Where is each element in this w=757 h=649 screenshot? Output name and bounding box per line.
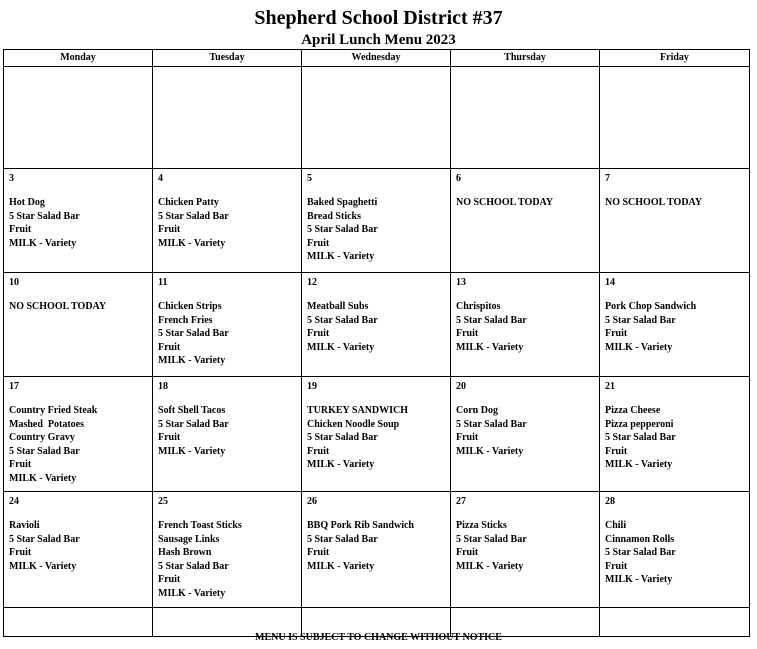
day-cell — [153, 67, 302, 169]
menu-item: Fruit — [605, 560, 628, 572]
day-cell — [153, 492, 302, 608]
day-cell — [4, 169, 153, 273]
day-cell — [302, 169, 451, 273]
menu-item-list — [158, 196, 296, 250]
day-cell — [600, 273, 750, 377]
menu-item: 5 Star Salad Bar — [9, 445, 80, 457]
weekday-header: Tuesday — [153, 50, 302, 67]
day-cell — [302, 492, 451, 608]
menu-item: Mashed Potatoes — [9, 418, 84, 430]
menu-item: Pizza Sticks — [456, 520, 507, 531]
menu-item: Chili — [605, 520, 627, 531]
menu-item: Chrispitos — [456, 301, 501, 312]
menu-item: Fruit — [307, 328, 330, 340]
menu-item-list — [9, 196, 147, 250]
menu-item: BBQ Pork Rib Sandwich — [307, 520, 414, 531]
day-number: 20 — [456, 381, 466, 392]
menu-item: Cinnamon Rolls — [605, 533, 675, 545]
menu-item: Fruit — [307, 445, 330, 457]
menu-item: NO SCHOOL TODAY — [605, 197, 703, 208]
menu-item-list — [456, 300, 594, 354]
menu-item: 5 Star Salad Bar — [158, 418, 229, 430]
menu-item-list — [605, 196, 744, 210]
menu-item: MILK - Variety — [158, 587, 226, 599]
day-cell — [451, 169, 600, 273]
week-row — [4, 492, 750, 608]
menu-item: Country Fried Steak — [9, 405, 98, 416]
menu-item: Fruit — [9, 224, 32, 236]
day-number: 21 — [605, 381, 615, 392]
menu-item: Fruit — [605, 445, 628, 457]
day-number: 27 — [456, 496, 466, 507]
menu-item: MILK - Variety — [307, 341, 375, 353]
menu-item: 5 Star Salad Bar — [605, 432, 676, 444]
day-number: 5 — [307, 173, 312, 184]
day-number: 14 — [605, 277, 615, 288]
week-row — [4, 169, 750, 273]
menu-item: 5 Star Salad Bar — [307, 533, 378, 545]
menu-item: Hash Brown — [158, 547, 212, 559]
day-cell — [600, 169, 750, 273]
weekday-header: Monday — [4, 50, 153, 67]
menu-item-list — [158, 300, 296, 368]
day-number: 4 — [158, 173, 163, 184]
menu-item: French Toast Sticks — [158, 520, 242, 531]
menu-item-list — [9, 519, 147, 573]
menu-item: 5 Star Salad Bar — [605, 314, 676, 326]
day-cell — [600, 67, 750, 169]
menu-item: MILK - Variety — [9, 560, 77, 572]
menu-item: 5 Star Salad Bar — [605, 547, 676, 559]
day-cell — [451, 67, 600, 169]
day-cell — [4, 492, 153, 608]
day-number: 7 — [605, 173, 610, 184]
menu-item: Pork Chop Sandwich — [605, 301, 697, 312]
day-cell — [302, 67, 451, 169]
day-cell — [600, 377, 750, 492]
menu-item: Meatball Subs — [307, 301, 369, 312]
day-number: 28 — [605, 496, 615, 507]
weekday-header-row — [4, 50, 750, 67]
menu-item: 5 Star Salad Bar — [456, 533, 527, 545]
menu-item: Fruit — [158, 574, 181, 586]
day-number: 10 — [9, 277, 19, 288]
day-number: 25 — [158, 496, 168, 507]
menu-item: Fruit — [307, 237, 330, 249]
menu-item: 5 Star Salad Bar — [158, 328, 229, 340]
menu-item: MILK - Variety — [158, 445, 226, 457]
menu-item: TURKEY SANDWICH — [307, 405, 409, 416]
menu-item: MILK - Variety — [307, 560, 375, 572]
menu-item: Pizza Cheese — [605, 405, 661, 416]
menu-item: French Fries — [158, 314, 213, 326]
menu-item: 5 Star Salad Bar — [158, 210, 229, 222]
day-cell — [451, 273, 600, 377]
menu-item: MILK - Variety — [605, 341, 673, 353]
menu-item: 5 Star Salad Bar — [307, 432, 378, 444]
menu-item: Fruit — [9, 459, 32, 471]
change-notice: MENU IS SUBJECT TO CHANGE WITHOUT NOTICE — [255, 632, 502, 643]
weekday-header: Thursday — [451, 50, 600, 67]
menu-item-list — [158, 404, 296, 458]
menu-item: Fruit — [158, 224, 181, 236]
menu-item: 5 Star Salad Bar — [158, 560, 229, 572]
menu-item: Fruit — [9, 547, 32, 559]
menu-title: Shepherd School District #37 — [254, 7, 503, 29]
menu-item: Fruit — [456, 547, 479, 559]
menu-item: MILK - Variety — [158, 237, 226, 249]
day-cell — [451, 492, 600, 608]
menu-item-list — [605, 404, 744, 472]
menu-item: NO SCHOOL TODAY — [9, 301, 107, 312]
menu-item: Bread Sticks — [307, 210, 361, 222]
day-number: 13 — [456, 277, 466, 288]
menu-item: Sausage Links — [158, 533, 220, 545]
menu-item: Hot Dog — [9, 197, 45, 208]
day-number: 6 — [456, 173, 461, 184]
menu-item: Chicken Noodle Soup — [307, 418, 400, 430]
day-number: 24 — [9, 496, 19, 507]
day-cell — [153, 377, 302, 492]
day-cell — [302, 377, 451, 492]
menu-item-list — [158, 519, 296, 601]
menu-item: Fruit — [307, 547, 330, 559]
day-cell — [153, 273, 302, 377]
day-number: 18 — [158, 381, 168, 392]
day-number: 17 — [9, 381, 19, 392]
menu-item: MILK - Variety — [456, 445, 524, 457]
menu-item: Chicken Patty — [158, 197, 219, 208]
day-cell — [4, 273, 153, 377]
menu-item-list — [9, 404, 147, 486]
menu-item: Baked Spaghetti — [307, 197, 378, 208]
day-cell — [4, 377, 153, 492]
menu-item: MILK - Variety — [158, 355, 226, 367]
menu-item-list — [605, 300, 744, 354]
menu-item: MILK - Variety — [9, 472, 77, 484]
menu-item: 5 Star Salad Bar — [307, 224, 378, 236]
menu-item-list — [307, 196, 445, 264]
menu-item: 5 Star Salad Bar — [307, 314, 378, 326]
menu-item: MILK - Variety — [605, 574, 673, 586]
menu-item: MILK - Variety — [605, 459, 673, 471]
menu-item: Fruit — [158, 341, 181, 353]
menu-item: Fruit — [605, 328, 628, 340]
day-cell — [302, 273, 451, 377]
lunch-calendar — [3, 49, 750, 637]
menu-item: Soft Shell Tacos — [158, 405, 226, 416]
menu-item-list — [605, 519, 744, 587]
menu-item: Ravioli — [9, 520, 40, 531]
weekday-header: Friday — [600, 50, 750, 67]
menu-item: Fruit — [456, 432, 479, 444]
menu-item: NO SCHOOL TODAY — [456, 197, 554, 208]
menu-item: MILK - Variety — [456, 560, 524, 572]
day-cell — [600, 492, 750, 608]
menu-item: MILK - Variety — [307, 251, 375, 263]
menu-item-list — [9, 300, 147, 314]
day-cell — [153, 169, 302, 273]
menu-item: 5 Star Salad Bar — [9, 210, 80, 222]
menu-item: MILK - Variety — [307, 459, 375, 471]
day-number: 3 — [9, 173, 14, 184]
menu-item: Chicken Strips — [158, 301, 222, 312]
menu-item: 5 Star Salad Bar — [9, 533, 80, 545]
menu-item-list — [307, 300, 445, 354]
menu-item: 5 Star Salad Bar — [456, 418, 527, 430]
day-number: 11 — [158, 277, 168, 288]
menu-item: Fruit — [456, 328, 479, 340]
day-cell — [4, 67, 153, 169]
day-number: 19 — [307, 381, 317, 392]
menu-item: MILK - Variety — [456, 341, 524, 353]
day-number: 12 — [307, 277, 317, 288]
menu-item: Pizza pepperoni — [605, 418, 674, 430]
menu-item-list — [456, 196, 594, 210]
menu-item: 5 Star Salad Bar — [456, 314, 527, 326]
menu-item-list — [307, 404, 445, 472]
menu-item: MILK - Variety — [9, 237, 77, 249]
menu-item: Fruit — [158, 432, 181, 444]
day-cell — [451, 377, 600, 492]
week-row — [4, 377, 750, 492]
week-row — [4, 67, 750, 169]
day-number: 26 — [307, 496, 317, 507]
weekday-header: Wednesday — [302, 50, 451, 67]
menu-item-list — [456, 404, 594, 458]
menu-item-list — [456, 519, 594, 573]
menu-subtitle: April Lunch Menu 2023 — [301, 32, 456, 48]
menu-item: Corn Dog — [456, 405, 498, 416]
menu-item: Country Gravy — [9, 432, 75, 444]
week-row — [4, 273, 750, 377]
menu-item-list — [307, 519, 445, 573]
